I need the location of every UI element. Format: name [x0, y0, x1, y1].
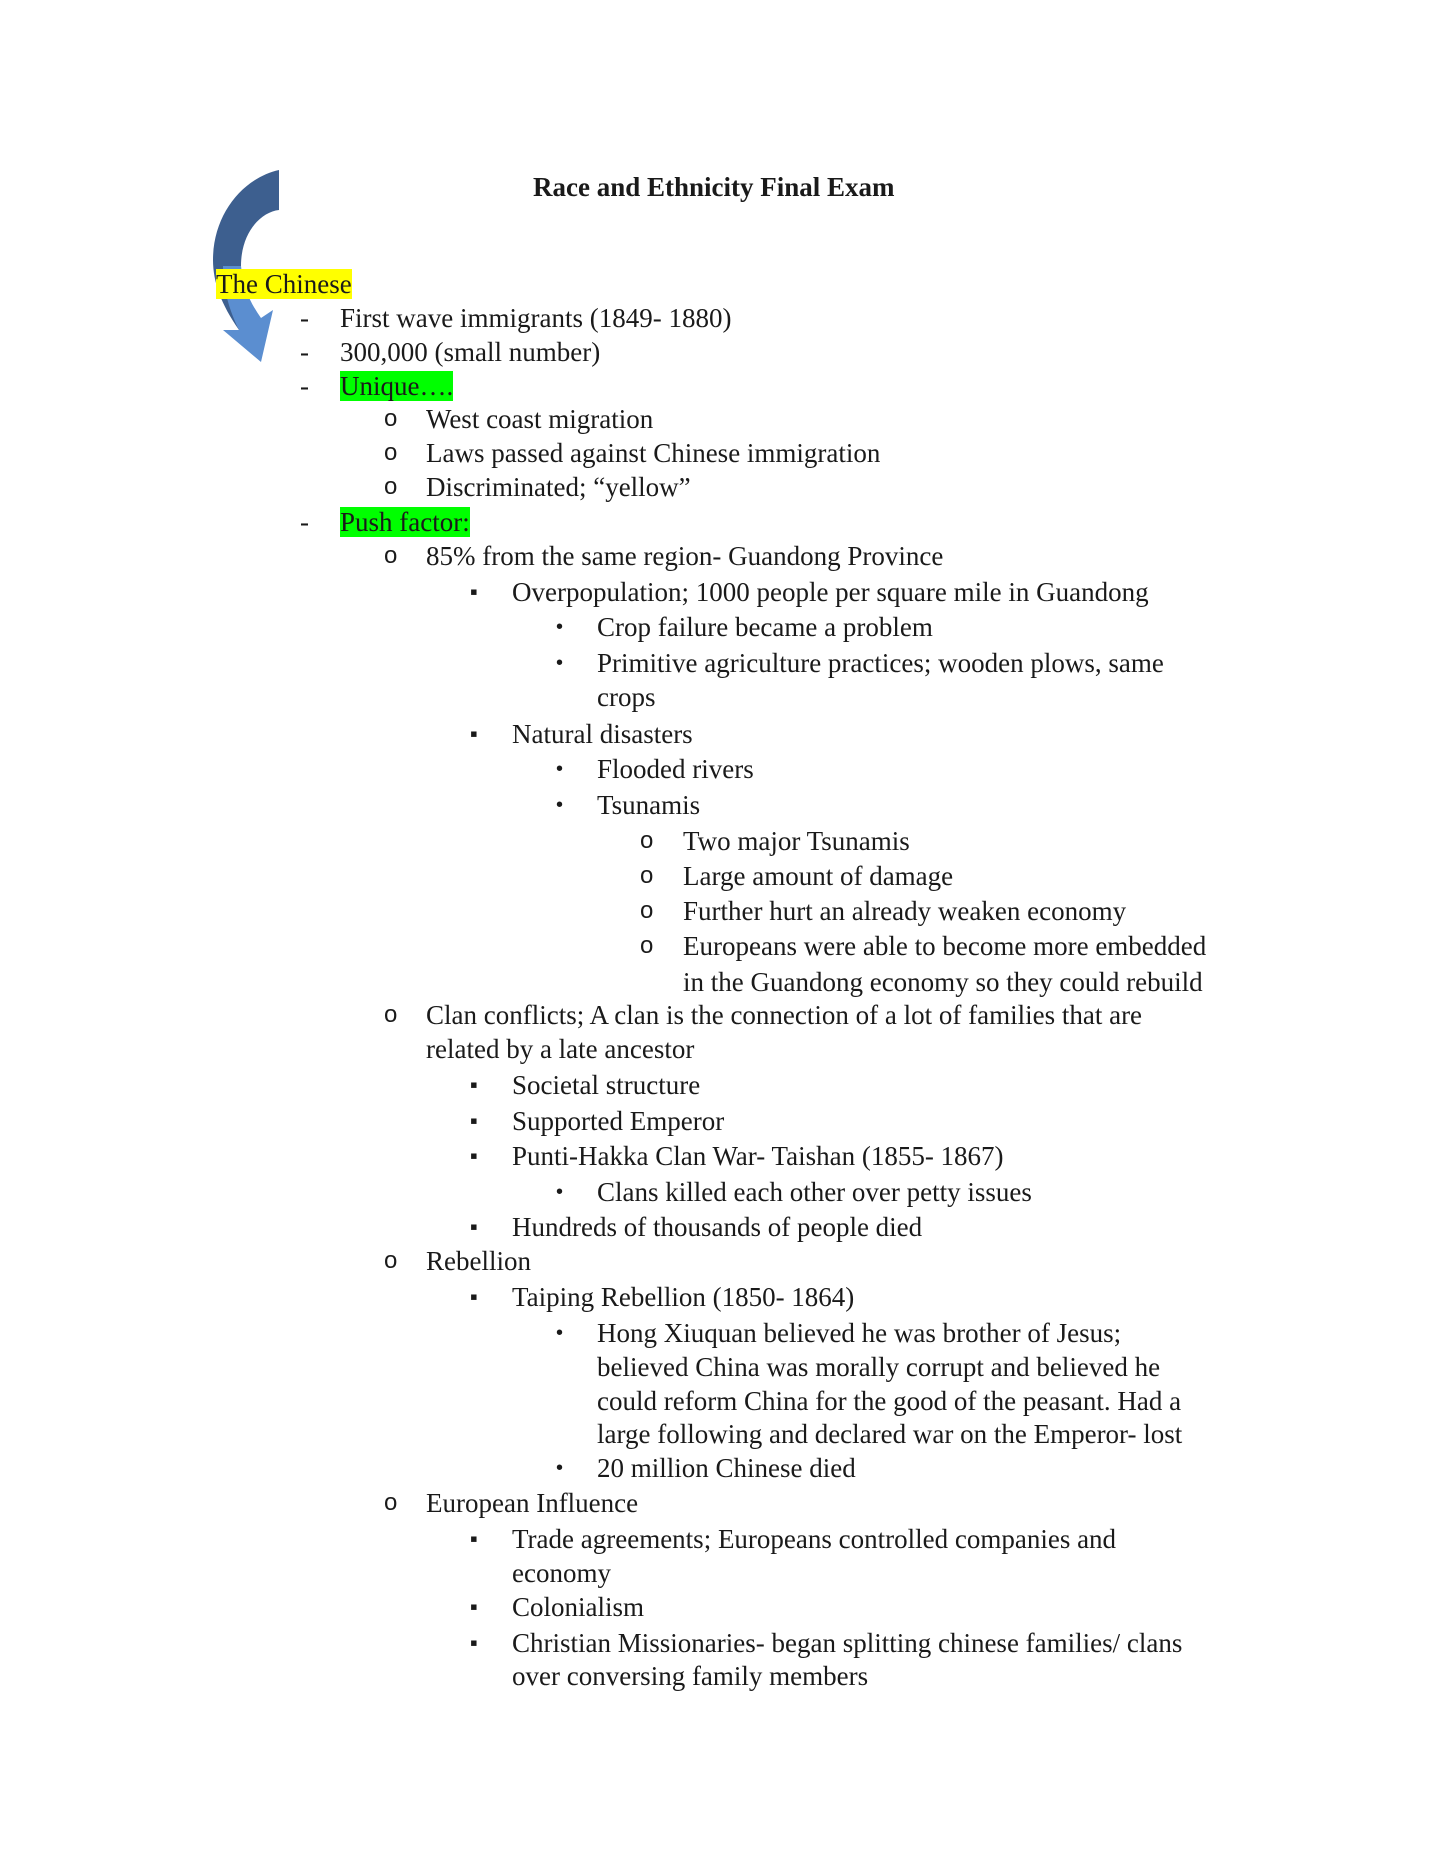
list-item-natural-disasters: Natural disasters [512, 719, 693, 749]
dash-bullet: - [300, 371, 309, 401]
list-item-unique [340, 369, 453, 403]
heading-text: The Chinese [216, 269, 352, 299]
unique-highlight: Unique…. [340, 371, 454, 401]
list-item-two-major: Two major Tsunamis [683, 826, 910, 856]
list-item-clan: Clan conflicts; A clan is the connection of a lot of families that are [426, 1000, 1143, 1030]
list-item-missionaries-cont: over conversing family members [512, 1661, 869, 1691]
list-item-punti: Punti-Hakka Clan War- Taishan (1855- 1867) [512, 1141, 1004, 1171]
list-item-overpopulation: Overpopulation; 1000 people per square mile in Guandong [512, 577, 1149, 607]
dot-bullet: • [556, 1322, 564, 1344]
circle-bullet: o [640, 827, 654, 854]
list-item-clan-cont: related by a late ancestor [426, 1034, 695, 1064]
list-item-further-hurt: Further hurt an already weaken economy [683, 896, 1127, 926]
list-item-missionaries: Christian Missionaries- began splitting chinese families/ clans [512, 1628, 1183, 1658]
circle-bullet: o [384, 439, 398, 466]
list-item-number: 300,000 (small number) [340, 337, 601, 367]
list-item-damage: Large amount of damage [683, 861, 954, 891]
list-item-rebellion: Rebellion [426, 1246, 531, 1276]
list-item-european-influence: European Influence [426, 1488, 639, 1518]
list-item-push-factor [340, 505, 470, 539]
list-item-discriminated: Discriminated; “yellow” [426, 472, 691, 502]
square-bullet: ▪ [470, 579, 478, 604]
square-bullet: ▪ [470, 1072, 478, 1097]
list-item-clans-killed: Clans killed each other over petty issues [597, 1177, 1032, 1207]
list-item-supported: Supported Emperor [512, 1106, 725, 1136]
dash-bullet: - [300, 507, 309, 537]
list-item-europeans-cont: in the Guandong economy so they could rebuild [683, 967, 1203, 997]
square-bullet: ▪ [470, 1594, 478, 1619]
list-item-europeans: Europeans were able to become more embedded [683, 931, 1207, 961]
dot-bullet: • [556, 1181, 564, 1203]
push-factor-highlight: Push factor: [340, 507, 470, 537]
list-item-laws: Laws passed against Chinese immigration [426, 438, 881, 468]
list-item-hong-cont-2: could reform China for the good of the peasant. Had a [597, 1386, 1182, 1416]
list-item-primitive: Primitive agriculture practices; wooden plows, same [597, 648, 1164, 678]
list-item-primitive-cont: crops [597, 682, 656, 712]
dot-bullet: • [556, 794, 564, 816]
circle-bullet: o [640, 862, 654, 889]
dash-bullet: - [300, 337, 309, 367]
list-item-trade: Trade agreements; Europeans controlled companies and [512, 1524, 1117, 1554]
square-bullet: ▪ [470, 1214, 478, 1239]
list-item-crop-failure: Crop failure became a problem [597, 612, 933, 642]
square-bullet: ▪ [470, 1630, 478, 1655]
square-bullet: ▪ [470, 1284, 478, 1309]
circle-bullet: o [384, 473, 398, 500]
circle-bullet: o [384, 1489, 398, 1516]
dot-bullet: • [556, 758, 564, 780]
list-item-hong-cont-1: believed China was morally corrupt and believed he [597, 1352, 1161, 1382]
section-heading [216, 267, 352, 301]
circle-bullet: o [384, 542, 398, 569]
circle-bullet: o [384, 1247, 398, 1274]
dot-bullet: • [556, 1457, 564, 1479]
circle-bullet: o [384, 1001, 398, 1028]
list-item-twenty-million: 20 million Chinese died [597, 1453, 856, 1483]
list-item-tsunamis: Tsunamis [597, 790, 701, 820]
list-item-hong: Hong Xiuquan believed he was brother of Jesus; [597, 1318, 1122, 1348]
circle-bullet: o [640, 932, 654, 959]
list-item-flooded: Flooded rivers [597, 754, 754, 784]
list-item-hundreds: Hundreds of thousands of people died [512, 1212, 923, 1242]
dot-bullet: • [556, 616, 564, 638]
dash-bullet: - [300, 303, 309, 333]
list-item-guandong: 85% from the same region- Guandong Province [426, 541, 944, 571]
curved-down-arrow-icon [209, 170, 289, 362]
square-bullet: ▪ [470, 721, 478, 746]
list-item-colonialism: Colonialism [512, 1592, 645, 1622]
list-item-societal: Societal structure [512, 1070, 701, 1100]
circle-bullet: o [640, 897, 654, 924]
square-bullet: ▪ [470, 1526, 478, 1551]
list-item-west-coast: West coast migration [426, 404, 654, 434]
square-bullet: ▪ [470, 1108, 478, 1133]
circle-bullet: o [384, 405, 398, 432]
document-title: Race and Ethnicity Final Exam [533, 172, 895, 202]
list-item-first-wave: First wave immigrants (1849- 1880) [340, 303, 732, 333]
square-bullet: ▪ [470, 1143, 478, 1168]
list-item-taiping: Taiping Rebellion (1850- 1864) [512, 1282, 855, 1312]
list-item-hong-cont-3: large following and declared war on the Emperor- lost [597, 1419, 1183, 1449]
list-item-trade-cont: economy [512, 1558, 611, 1588]
dot-bullet: • [556, 652, 564, 674]
